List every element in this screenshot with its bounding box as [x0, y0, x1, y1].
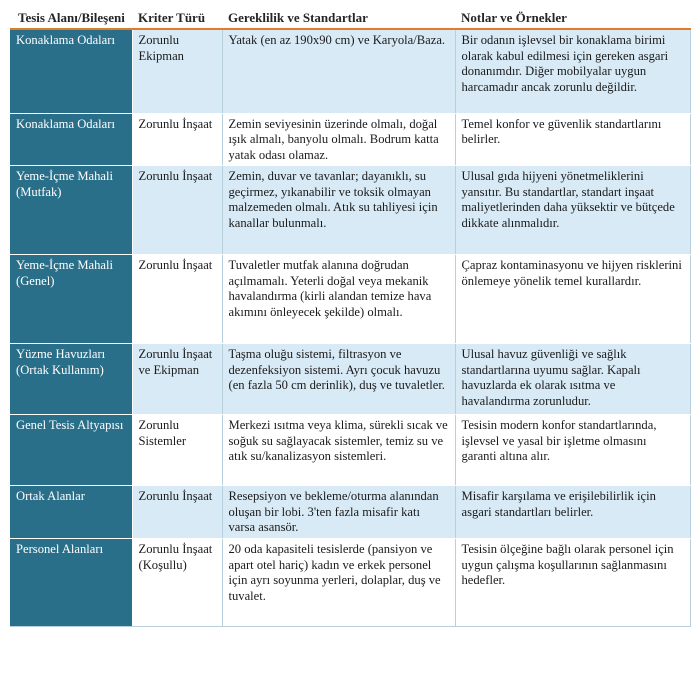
row-notes: Bir odanın işlevsel bir konaklama birimi olarak kabul edilmesi için gereken asgari donanımdır. Diğer mobilyalar uygun harcamadır ancak zorunlu değildir. [455, 29, 690, 113]
row-requirement: Resepsiyon ve bekleme/oturma alanından oluşan bir lobi. 3'ten fazla misafir katı varsa asansör. [222, 486, 455, 539]
row-type: Zorunlu İnşaat (Koşullu) [132, 539, 222, 627]
row-type: Zorunlu Ekipman [132, 29, 222, 113]
criteria-table [10, 8, 691, 627]
table-row [10, 486, 690, 539]
table-row [10, 415, 690, 486]
row-area: Genel Tesis Altyapısı [10, 415, 132, 486]
row-type: Zorunlu İnşaat [132, 486, 222, 539]
row-notes: Ulusal havuz güvenliği ve sağlık standartlarına uyumu sağlar. Kapalı havuzlarda ek olarak ısıtma ve havalandırma zorunludur. [455, 344, 690, 415]
row-area: Konaklama Odaları [10, 113, 132, 166]
table-row [10, 166, 690, 255]
row-area: Yeme-İçme Mahali (Mutfak) [10, 166, 132, 255]
row-type: Zorunlu İnşaat [132, 255, 222, 344]
table-row [10, 113, 690, 166]
row-area: Konaklama Odaları [10, 29, 132, 113]
header-requirements: Gereklilik ve Standartlar [222, 8, 455, 29]
row-notes: Tesisin modern konfor standartlarında, işlevsel ve yasal bir işletme olmasını garanti altına alır. [455, 415, 690, 486]
table-body [10, 29, 690, 627]
row-area: Personel Alanları [10, 539, 132, 627]
row-notes: Ulusal gıda hijyeni yönetmeliklerini yansıtır. Bu standartlar, standart inşaat maliyetlerinden daha yüksektir ve bütçede dikkate alınmalıdır. [455, 166, 690, 255]
header-row [10, 8, 690, 29]
header-notes: Notlar ve Örnekler [455, 8, 690, 29]
table-row [10, 29, 690, 113]
row-requirement: Merkezi ısıtma veya klima, sürekli sıcak ve soğuk su sağlayacak sistemler, temiz su ve atık su/kanalizasyon sistemleri. [222, 415, 455, 486]
table-header [10, 8, 690, 29]
row-notes: Temel konfor ve güvenlik standartlarını belirler. [455, 113, 690, 166]
row-requirement: Yatak (en az 190x90 cm) ve Karyola/Baza. [222, 29, 455, 113]
table-row [10, 255, 690, 344]
row-requirement: Zemin, duvar ve tavanlar; dayanıklı, su geçirmez, yıkanabilir ve toksik olmayan malzemeden olmalı. Atık su tahliyesi için kanallar bulunmalı. [222, 166, 455, 255]
row-notes: Çapraz kontaminasyonu ve hijyen risklerini önlemeye yönelik temel kurallardır. [455, 255, 690, 344]
row-type: Zorunlu İnşaat [132, 166, 222, 255]
header-criteria-type: Kriter Türü [132, 8, 222, 29]
row-area: Yeme-İçme Mahali (Genel) [10, 255, 132, 344]
table-row [10, 344, 690, 415]
table-row [10, 539, 690, 627]
header-facility-area: Tesis Alanı/Bileşeni [10, 8, 132, 29]
row-area: Yüzme Havuzları (Ortak Kullanım) [10, 344, 132, 415]
row-area: Ortak Alanlar [10, 486, 132, 539]
row-requirement: Tuvaletler mutfak alanına doğrudan açılmamalı. Yeterli doğal veya mekanik havalandırma (kirli alandan temize hava akımını önleyecek şekilde) olmalı. [222, 255, 455, 344]
row-requirement: Taşma oluğu sistemi, filtrasyon ve dezenfeksiyon sistemi. Ayrı çocuk havuzu (en fazla 50 cm derinlik), duş ve tuvaletler. [222, 344, 455, 415]
row-requirement: 20 oda kapasiteli tesislerde (pansiyon ve apart otel hariç) kadın ve erkek personel için ayrı soyunma yerleri, dolaplar, duş ve tuvalet. [222, 539, 455, 627]
row-type: Zorunlu Sistemler [132, 415, 222, 486]
row-requirement: Zemin seviyesinin üzerinde olmalı, doğal ışık almalı, banyolu olmalı. Bodrum katta yatak odası olamaz. [222, 113, 455, 166]
row-notes: Misafir karşılama ve erişilebilirlik için asgari standartları belirler. [455, 486, 690, 539]
row-type: Zorunlu İnşaat ve Ekipman [132, 344, 222, 415]
row-type: Zorunlu İnşaat [132, 113, 222, 166]
row-notes: Tesisin ölçeğine bağlı olarak personel için uygun çalışma koşullarının sağlanmasını hedefler. [455, 539, 690, 627]
